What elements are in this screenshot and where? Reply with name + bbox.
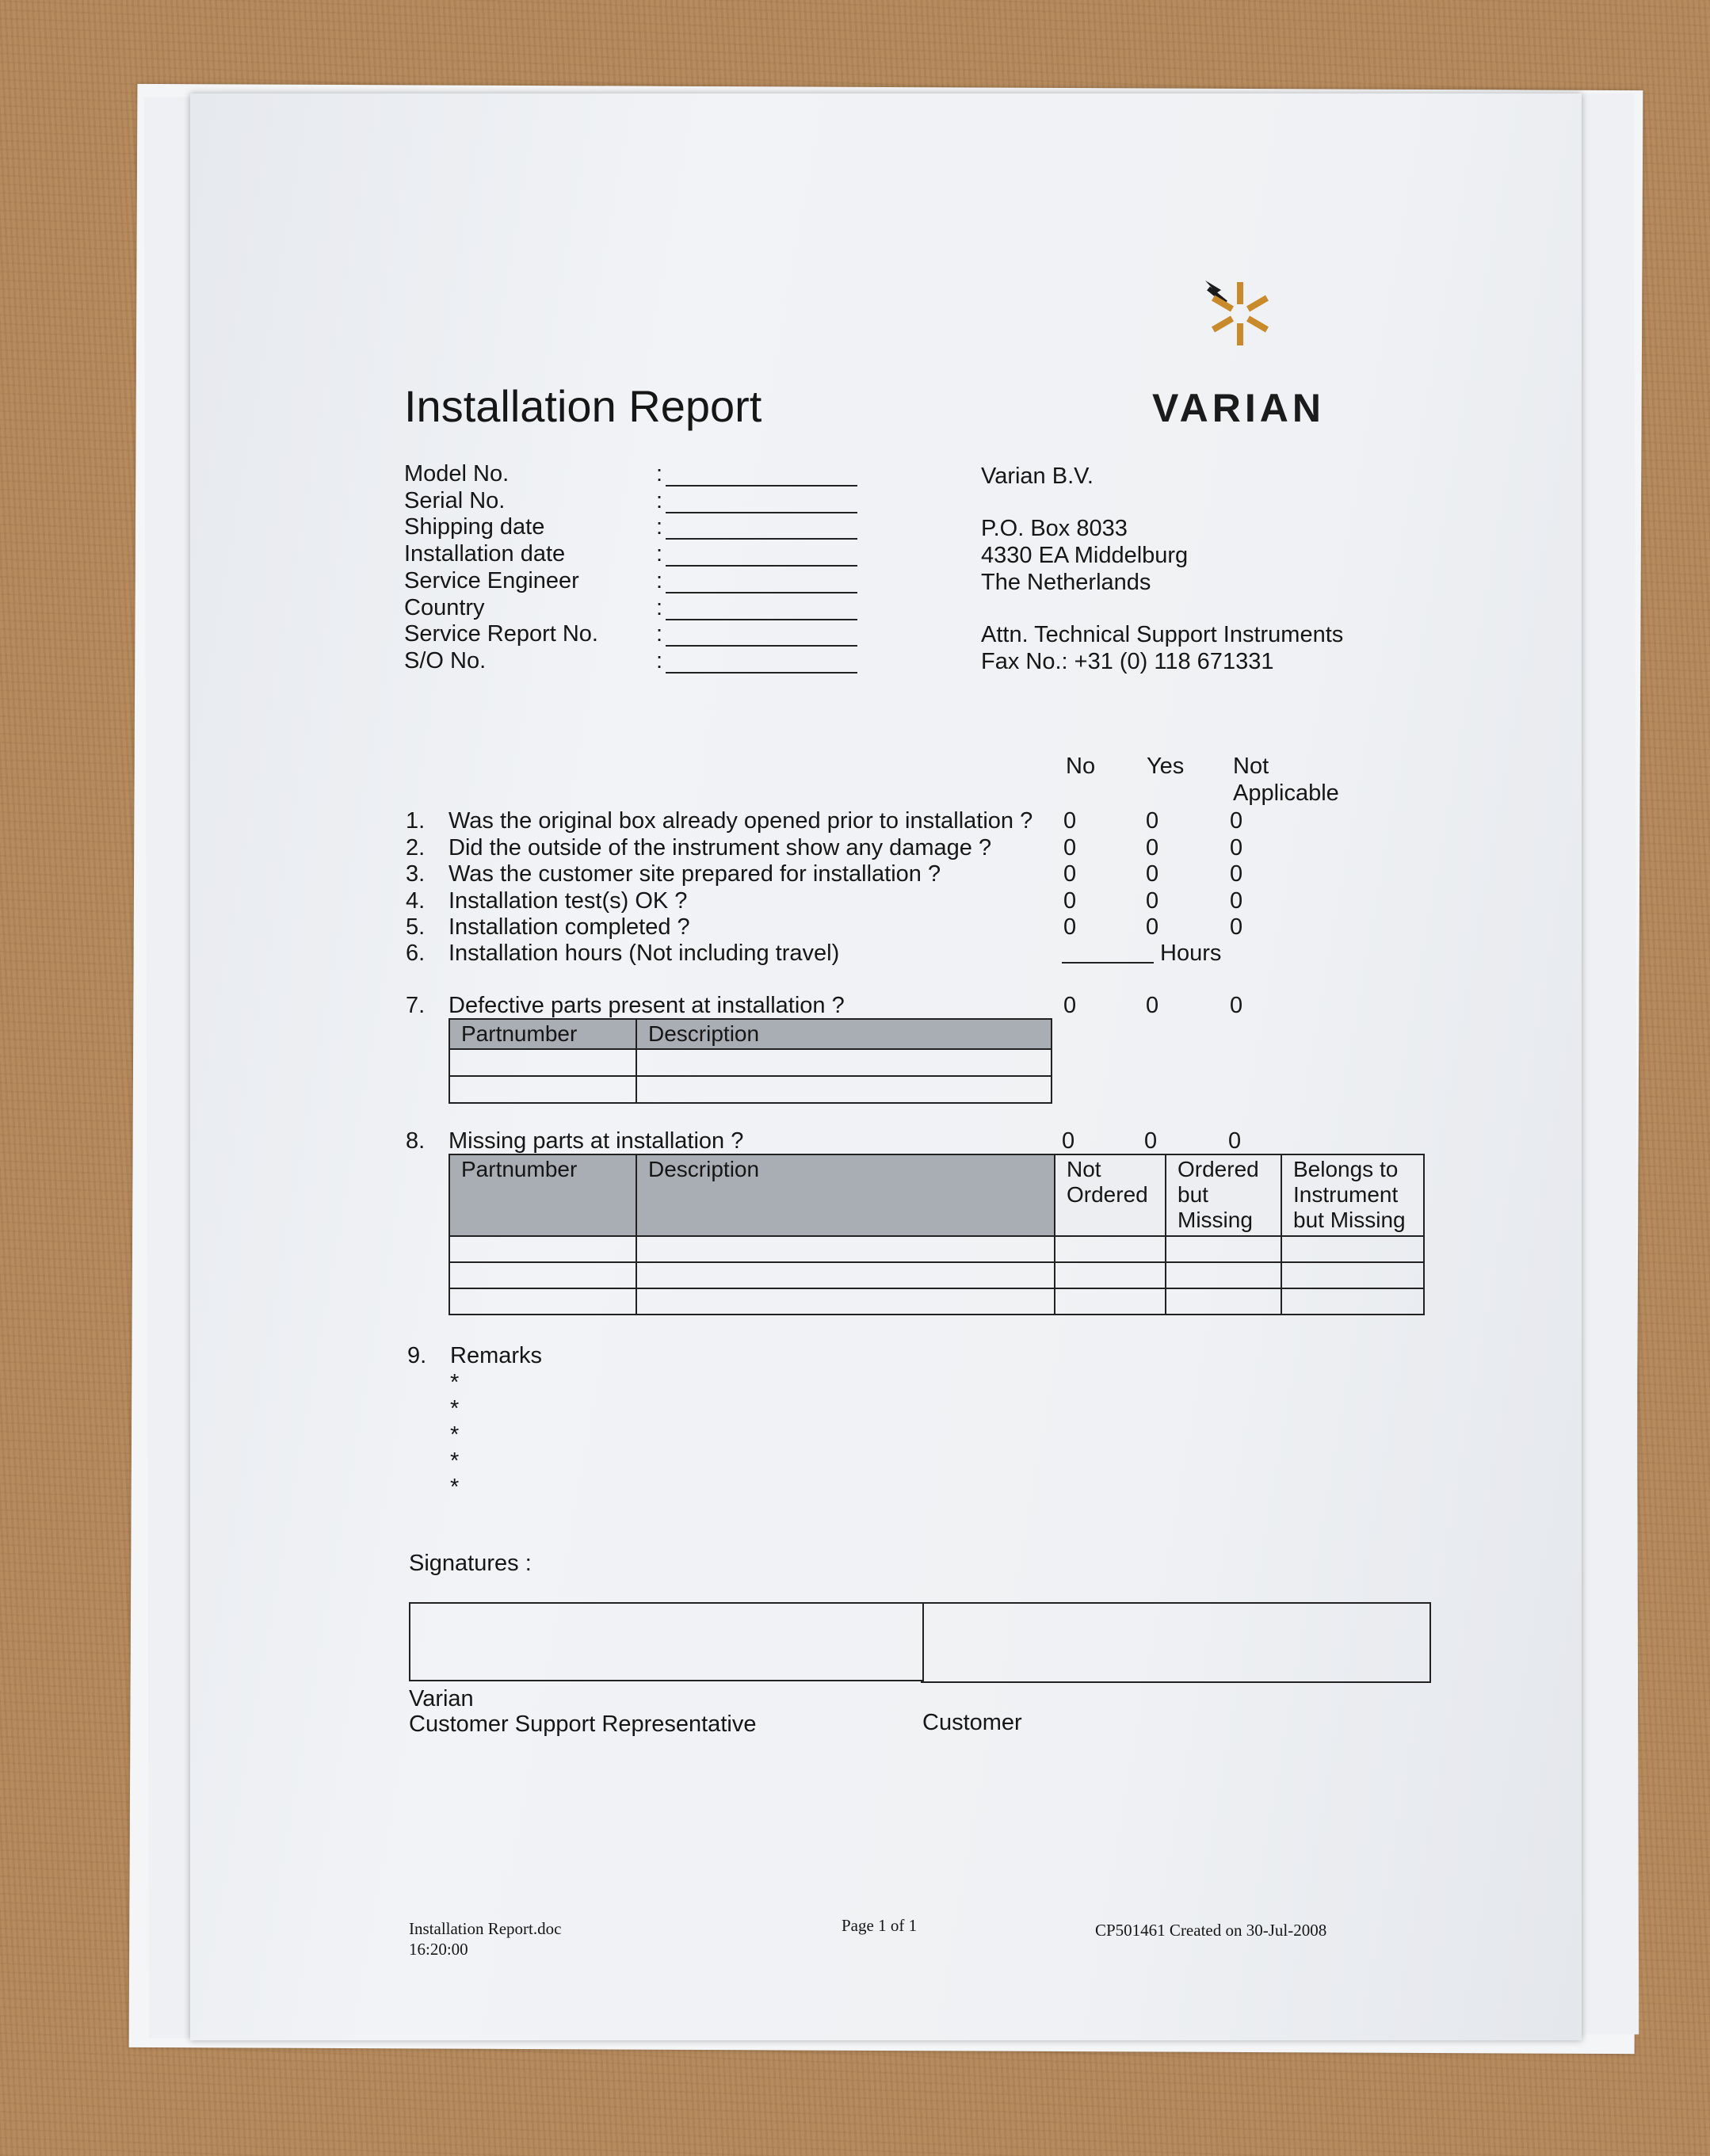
- answer-no[interactable]: 0: [1063, 808, 1077, 834]
- table-header: Not Ordered: [1055, 1154, 1166, 1236]
- answer-no[interactable]: 0: [1062, 1128, 1075, 1154]
- answer-not-applicable[interactable]: 0: [1230, 914, 1243, 940]
- question-text: Defective parts present at installation ?: [448, 993, 845, 1018]
- field-separator: :: [656, 541, 663, 567]
- address-attn: Attn. Technical Support Instruments: [981, 622, 1344, 647]
- answer-not-applicable[interactable]: 0: [1230, 993, 1243, 1018]
- question-text: Installation hours (Not including travel): [448, 941, 840, 966]
- question-number: 5.: [406, 914, 426, 940]
- field-label: Service Report No.: [404, 621, 598, 647]
- column-header-not-applicable: Applicable: [1233, 780, 1339, 806]
- signature-caption: Customer Support Representative: [409, 1711, 757, 1737]
- table-header: Description: [636, 1019, 1052, 1049]
- field-label: Service Engineer: [404, 567, 579, 593]
- field-input-line[interactable]: [666, 645, 857, 647]
- table-row[interactable]: [449, 1049, 1052, 1076]
- address-company: Varian B.V.: [981, 464, 1094, 489]
- question-number: 8.: [406, 1128, 426, 1154]
- footer-time: 16:20:00: [409, 1940, 468, 1959]
- column-header-yes: Yes: [1147, 754, 1185, 779]
- varian-signature-box[interactable]: [409, 1602, 924, 1681]
- brand-name: VARIAN: [1152, 386, 1325, 430]
- hours-input-line[interactable]: [1062, 962, 1154, 964]
- signature-caption: Customer: [922, 1710, 1022, 1735]
- answer-no[interactable]: 0: [1063, 914, 1077, 940]
- answer-yes[interactable]: 0: [1146, 808, 1159, 834]
- footer-page: Page 1 of 1: [842, 1916, 918, 1935]
- question-number: 1.: [406, 808, 426, 834]
- question-number: 4.: [406, 887, 426, 914]
- defective-parts-table: [448, 1018, 1052, 1104]
- remark-bullet[interactable]: *: [450, 1448, 460, 1474]
- answer-yes[interactable]: 0: [1146, 861, 1159, 887]
- question-number: 9.: [407, 1343, 427, 1368]
- field-separator: :: [656, 461, 663, 487]
- answer-yes[interactable]: 0: [1146, 834, 1159, 860]
- column-header-not-applicable: Not: [1233, 754, 1269, 779]
- table-row[interactable]: [449, 1236, 1424, 1262]
- table-row[interactable]: [449, 1076, 1052, 1103]
- question-number: 6.: [406, 941, 426, 966]
- field-label: Shipping date: [404, 514, 545, 540]
- field-separator: :: [656, 567, 663, 593]
- field-separator: :: [656, 487, 663, 513]
- field-input-line[interactable]: [666, 512, 857, 513]
- document-page: [190, 93, 1582, 2040]
- question-text: Did the outside of the instrument show any damage ?: [448, 834, 992, 860]
- field-label: Country: [404, 594, 485, 620]
- answer-no[interactable]: 0: [1063, 993, 1077, 1018]
- remark-bullet[interactable]: *: [450, 1396, 460, 1421]
- table-row[interactable]: [449, 1288, 1424, 1315]
- answer-no[interactable]: 0: [1063, 861, 1077, 887]
- table-header: Ordered but Missing: [1166, 1154, 1281, 1236]
- table-header: Partnumber: [449, 1154, 636, 1236]
- answer-no[interactable]: 0: [1063, 887, 1077, 914]
- field-separator: :: [656, 594, 663, 620]
- table-header: Belongs to Instrument but Missing: [1281, 1154, 1424, 1236]
- answer-yes[interactable]: 0: [1146, 914, 1159, 940]
- field-input-line[interactable]: [666, 672, 857, 674]
- address-line: P.O. Box 8033: [981, 516, 1128, 541]
- field-separator: :: [656, 621, 663, 647]
- question-text: Installation test(s) OK ?: [448, 887, 688, 914]
- answer-not-applicable[interactable]: 0: [1230, 834, 1243, 860]
- answer-yes[interactable]: 0: [1146, 993, 1159, 1018]
- remark-bullet[interactable]: *: [450, 1422, 460, 1448]
- question-number: 7.: [406, 993, 426, 1018]
- question-text: Installation completed ?: [448, 914, 690, 940]
- field-label: S/O No.: [404, 647, 487, 674]
- question-number: 2.: [406, 834, 426, 860]
- remark-bullet[interactable]: *: [450, 1475, 460, 1500]
- hours-unit: Hours: [1160, 941, 1222, 966]
- missing-parts-table: [448, 1154, 1425, 1315]
- page-title: Installation Report: [404, 381, 762, 431]
- signature-caption: Varian: [409, 1686, 474, 1711]
- customer-signature-box[interactable]: [921, 1602, 1431, 1683]
- field-separator: :: [656, 514, 663, 540]
- question-number: 3.: [406, 861, 426, 887]
- address-line: The Netherlands: [981, 570, 1151, 595]
- address-line: 4330 EA Middelburg: [981, 543, 1189, 568]
- field-input-line[interactable]: [666, 485, 857, 487]
- footer-filename: Installation Report.doc: [409, 1919, 562, 1938]
- table-header: Partnumber: [449, 1019, 636, 1049]
- field-input-line[interactable]: [666, 592, 857, 593]
- answer-no[interactable]: 0: [1063, 834, 1077, 860]
- question-text: Was the customer site prepared for installation ?: [448, 861, 941, 887]
- answer-not-applicable[interactable]: 0: [1230, 808, 1243, 834]
- answer-not-applicable[interactable]: 0: [1230, 861, 1243, 887]
- address-fax: Fax No.: +31 (0) 118 671331: [981, 649, 1274, 674]
- answer-yes[interactable]: 0: [1146, 887, 1159, 914]
- answer-not-applicable[interactable]: 0: [1230, 887, 1243, 914]
- footer-docinfo: CP501461 Created on 30-Jul-2008: [1095, 1921, 1327, 1940]
- column-header-no: No: [1066, 754, 1096, 779]
- question-text: Remarks: [450, 1343, 543, 1368]
- signatures-label: Signatures :: [409, 1551, 532, 1576]
- table-header: Description: [636, 1154, 1055, 1236]
- answer-yes[interactable]: 0: [1144, 1128, 1158, 1154]
- field-label: Serial No.: [404, 487, 506, 513]
- answer-not-applicable[interactable]: 0: [1228, 1128, 1242, 1154]
- remark-bullet[interactable]: *: [450, 1370, 460, 1395]
- table-row[interactable]: [449, 1262, 1424, 1288]
- field-input-line[interactable]: [666, 619, 857, 620]
- field-label: Installation date: [404, 541, 566, 567]
- question-text: Was the original box already opened prior to installation ?: [448, 808, 1033, 834]
- field-input-line[interactable]: [666, 538, 857, 540]
- question-text: Missing parts at installation ?: [448, 1128, 744, 1154]
- field-separator: :: [656, 647, 663, 674]
- field-input-line[interactable]: [666, 565, 857, 567]
- field-label: Model No.: [404, 461, 510, 487]
- varian-snowflake-logo-icon: [1197, 268, 1284, 355]
